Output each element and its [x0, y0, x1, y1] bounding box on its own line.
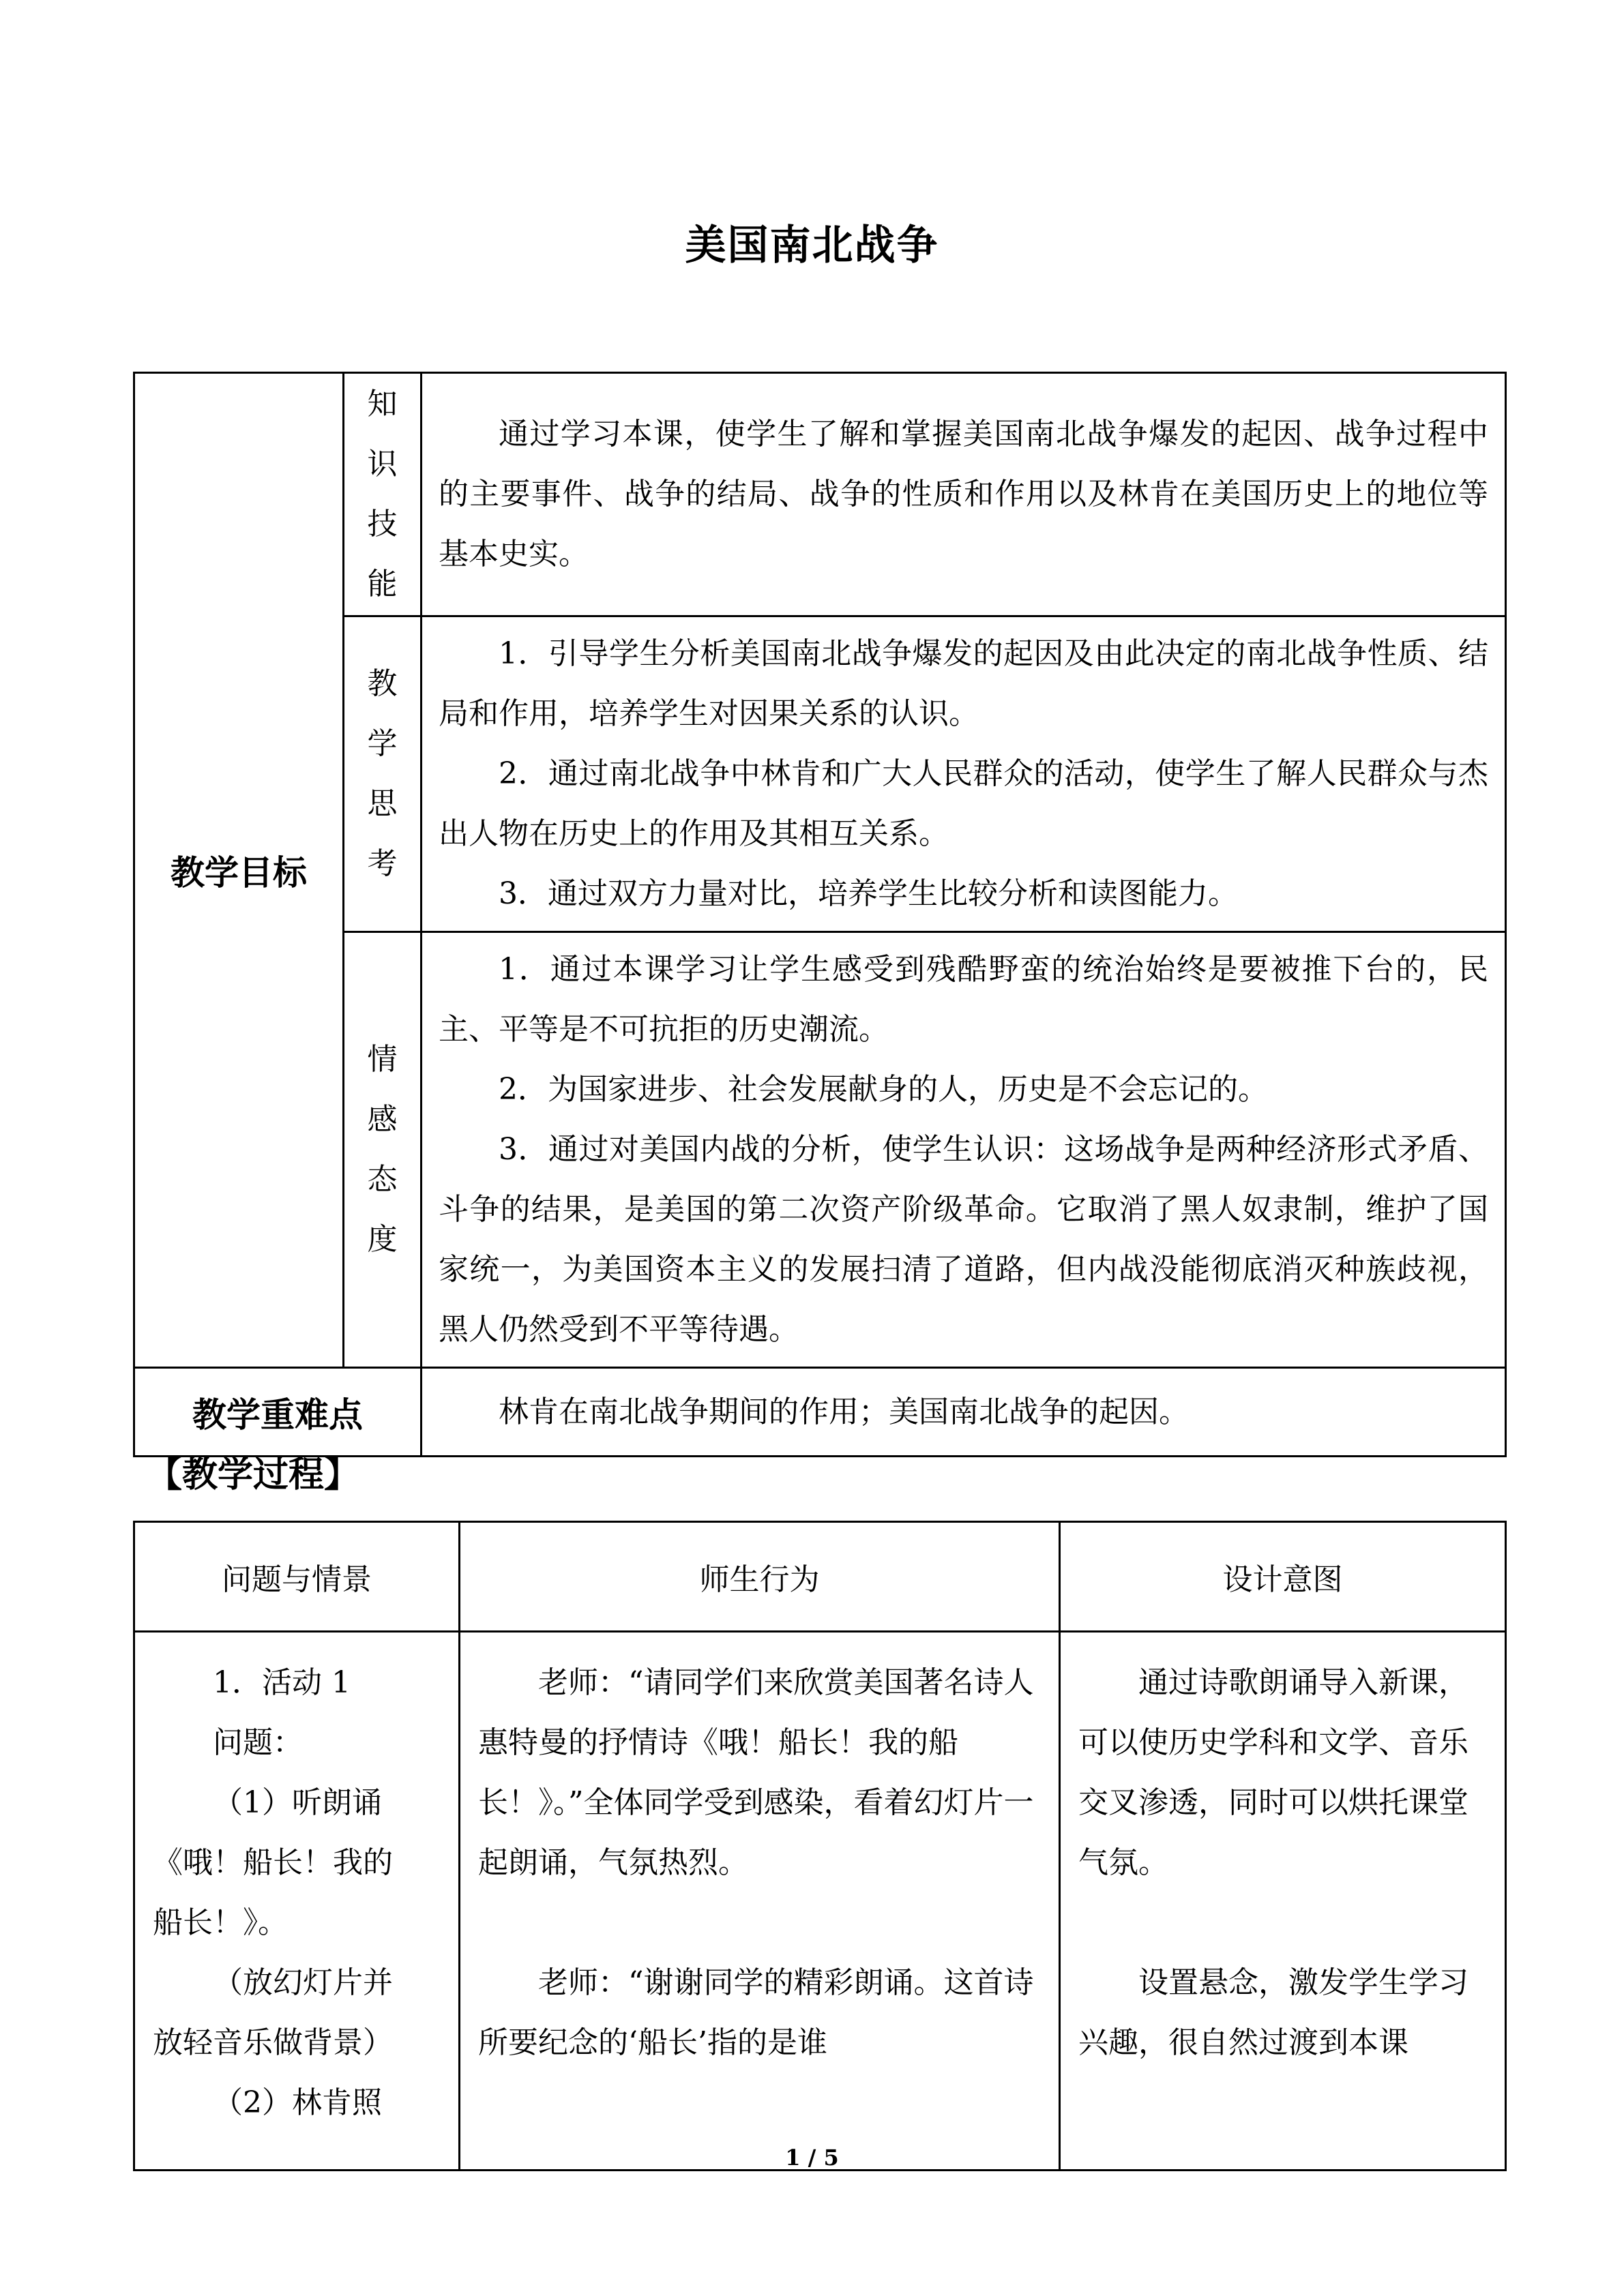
goal-label-thinking: 教学思考: [344, 616, 422, 932]
goal-text-knowledge: 通过学习本课，使学生了解和掌握美国南北战争爆发的起因、战争过程中的主要事件、战争的结局、战争的性质和作用以及林肯在美国历史上的地位等基本史实。: [422, 373, 1506, 616]
goal-text-attitude: 1．通过本课学习让学生感受到残酷野蛮的统治始终是要被推下台的，民主、平等是不可抗拒的历史潮流。 2．为国家进步、社会发展献身的人，历史是不会忘记的。 3．通过对美国内战的分析，使学生认识：这场战争是两种经济形式矛盾、斗争的结果，是美国的第二次资产阶级革命。它取消了黑人奴隶制，维护了国家统一，为美国资本主义的发展扫清了道路，但内战没能彻底消灭种族歧视，黑人仍然受到不平等待遇。: [422, 932, 1506, 1368]
intent-cell: 通过诗歌朗诵导入新课，可以使历史学科和文学、音乐交叉渗透，同时可以烘托课堂气氛。 设置悬念，激发学生学习兴趣，很自然过渡到本课: [1060, 1632, 1506, 2171]
header-scenario: 问题与情景: [134, 1522, 460, 1632]
goal-label-knowledge: 知识技能: [344, 373, 422, 616]
scenario-cell: 1．活动 1 问题： （1）听朗诵 《哦！船长！我的 船长！》。 （放幻灯片并 放轻音乐做背景） （2）林肯照: [134, 1632, 460, 2171]
goal-label-attitude: 情感态度: [344, 932, 422, 1368]
table-row: [134, 1632, 1506, 2171]
section-heading: 【教学过程】: [147, 1455, 360, 1495]
header-behavior: 师生行为: [460, 1522, 1060, 1632]
process-table: [133, 1521, 1507, 2171]
goal-text-thinking: 1．引导学生分析美国南北战争爆发的起因及由此决定的南北战争性质、结局和作用，培养学生对因果关系的认识。 2．通过南北战争中林肯和广大人民群众的活动，使学生了解人民群众与杰出人物在历史上的作用及其相互关系。 3．通过双方力量对比，培养学生比较分析和读图能力。: [422, 616, 1506, 932]
header-intent: 设计意图: [1060, 1522, 1506, 1632]
key-points-text: 林肯在南北战争期间的作用；美国南北战争的起因。: [422, 1368, 1506, 1457]
goals-main-label: 教学目标: [134, 373, 344, 1368]
page-number: 1 / 5: [785, 2145, 839, 2171]
page-title: 美国南北战争: [685, 222, 939, 269]
table-row: [134, 373, 1506, 616]
table-header-row: [134, 1522, 1506, 1632]
table-row: [134, 1368, 1506, 1457]
key-points-label: 教学重难点: [134, 1368, 422, 1457]
behavior-cell: 老师：“请同学们来欣赏美国著名诗人惠特曼的抒情诗《哦！船长！我的船长！》。”全体同学受到感染，看着幻灯片一起朗诵，气氛热烈。 老师：“谢谢同学的精彩朗诵。这首诗所要纪念的‘船长’指的是谁: [460, 1632, 1060, 2171]
goals-table: [133, 372, 1507, 1457]
